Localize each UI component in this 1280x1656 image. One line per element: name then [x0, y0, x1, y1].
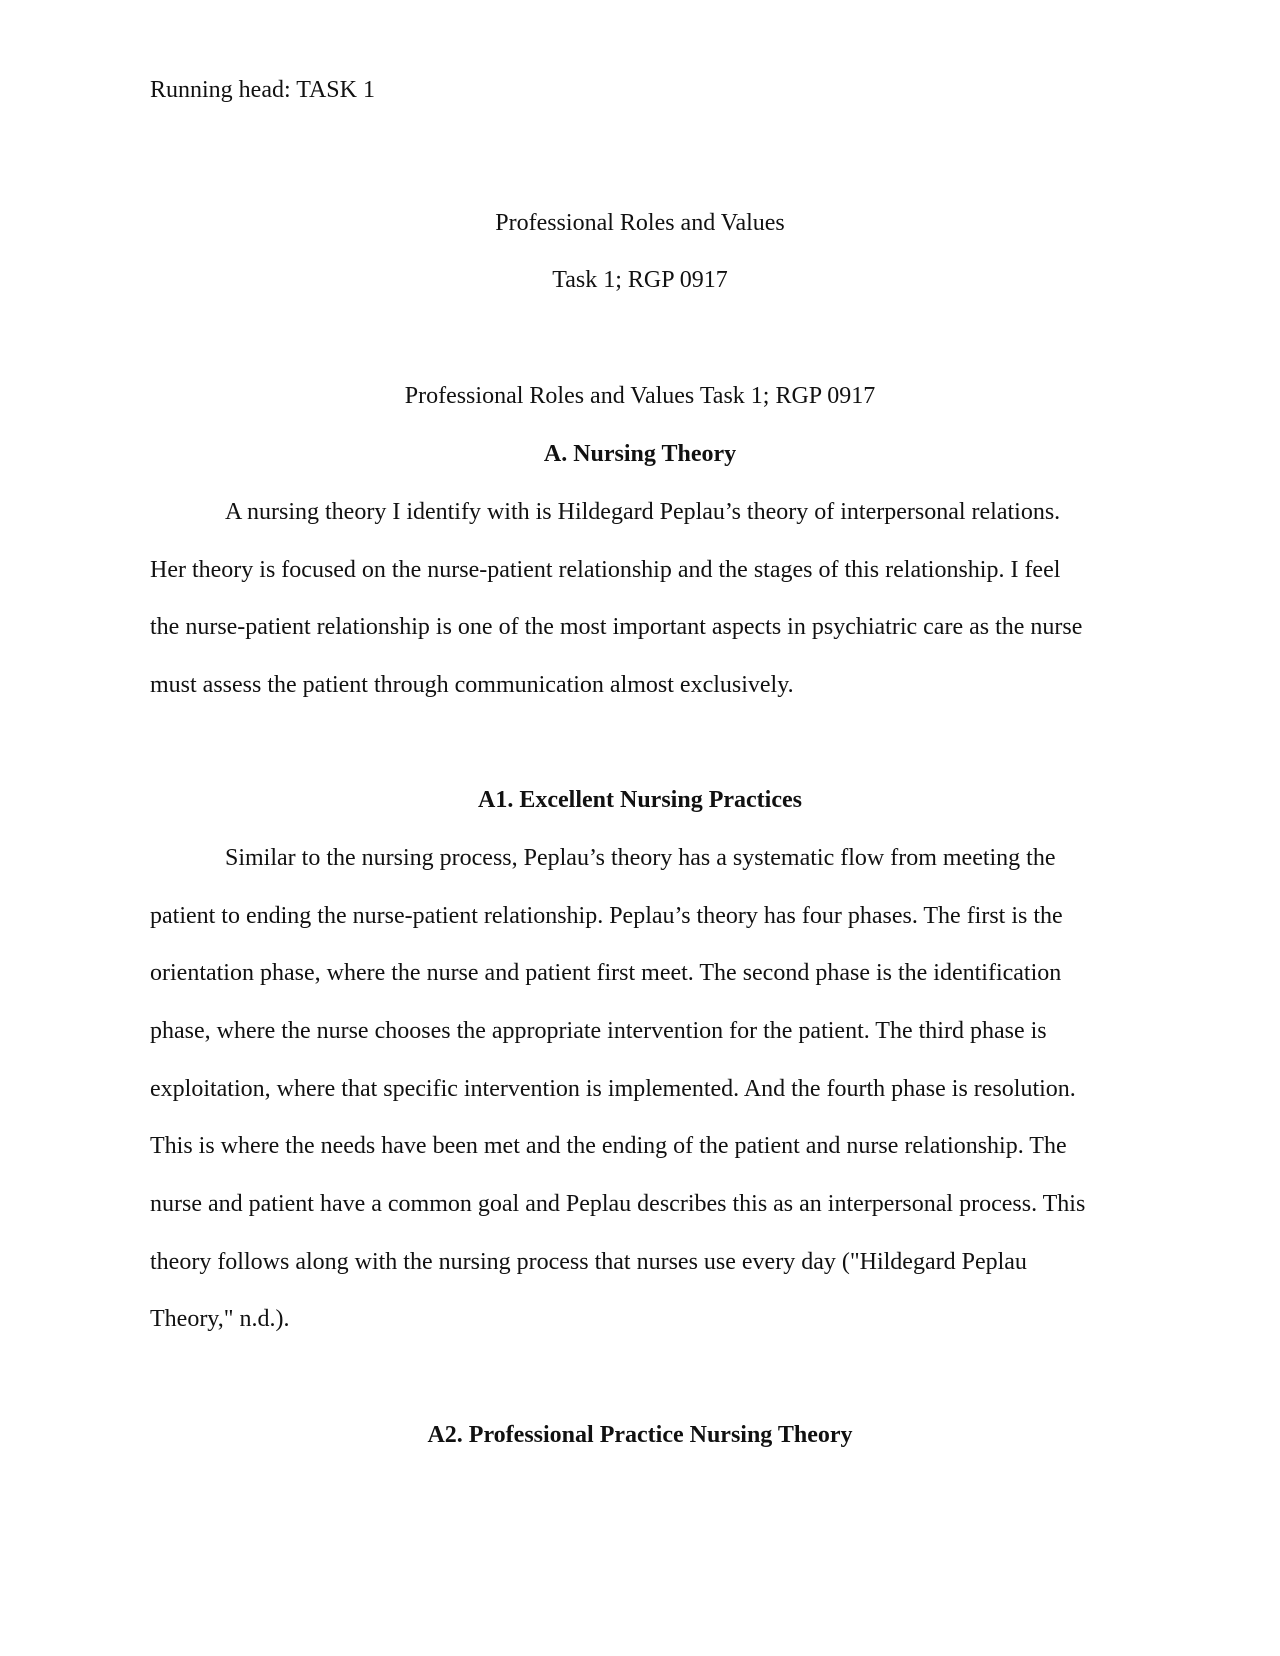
section-heading: A2. Professional Practice Nursing Theory — [427, 1422, 853, 1448]
paragraph-line: the nurse-patient relationship is one of the most important aspects in psychiatric care as the nurse — [150, 614, 1083, 640]
paragraph-line: patient to ending the nurse-patient relationship. Peplau’s theory has four phases. The first is the — [150, 903, 1063, 929]
title-line: Professional Roles and Values Task 1; RGP 0917 — [404, 383, 876, 409]
paragraph-line: Theory," n.d.). — [150, 1306, 290, 1332]
title-line: Professional Roles and Values — [495, 210, 785, 236]
title-line: Task 1; RGP 0917 — [552, 267, 728, 293]
section-heading: A. Nursing Theory — [543, 441, 737, 467]
running-head: Running head: TASK 1 — [150, 77, 375, 103]
paragraph-line: orientation phase, where the nurse and patient first meet. The second phase is the identification — [150, 960, 1062, 986]
paragraph-line: phase, where the nurse chooses the appropriate intervention for the patient. The third phase is — [150, 1018, 1047, 1044]
section-heading: A1. Excellent Nursing Practices — [478, 787, 802, 813]
paragraph-line: A nursing theory I identify with is Hildegard Peplau’s theory of interpersonal relations. — [225, 499, 1061, 525]
paragraph-line: Her theory is focused on the nurse-patient relationship and the stages of this relationship. I feel — [150, 557, 1061, 583]
paragraph-line: This is where the needs have been met and the ending of the patient and nurse relationship. The — [150, 1133, 1067, 1159]
paragraph-line: theory follows along with the nursing process that nurses use every day ("Hildegard Peplau — [150, 1249, 1027, 1275]
paragraph-line: must assess the patient through communication almost exclusively. — [150, 672, 794, 698]
paragraph-line: nurse and patient have a common goal and Peplau describes this as an interpersonal process. This — [150, 1191, 1086, 1217]
paragraph-line: exploitation, where that specific intervention is implemented. And the fourth phase is resolution. — [150, 1076, 1076, 1102]
paragraph-line: Similar to the nursing process, Peplau’s theory has a systematic flow from meeting the — [225, 845, 1056, 871]
